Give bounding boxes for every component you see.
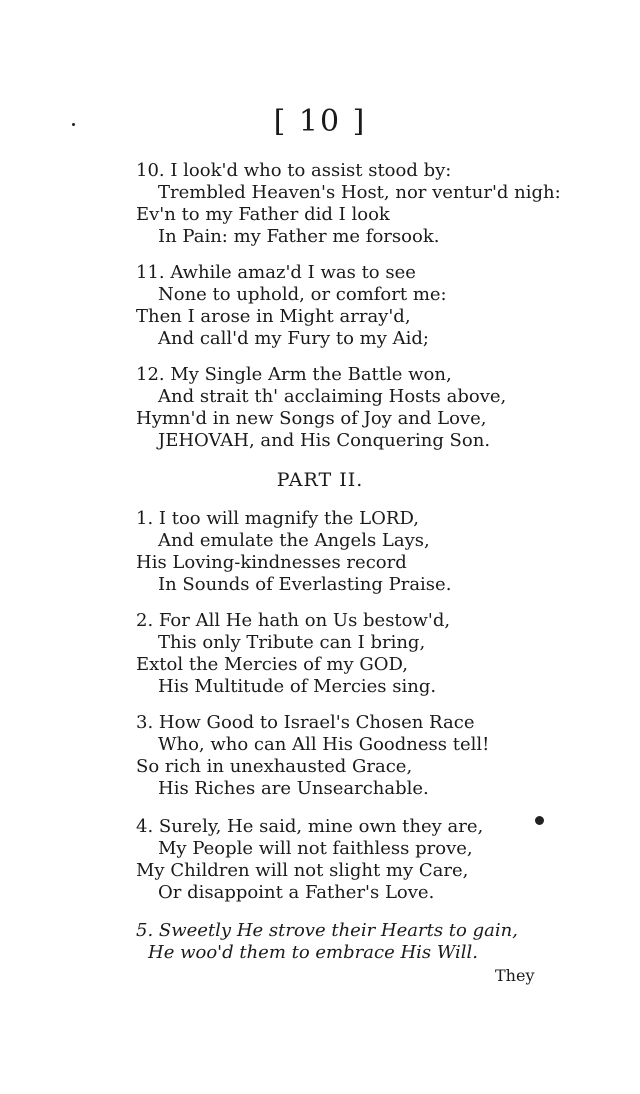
verse-line: 2. For All He hath on Us bestow'd, xyxy=(136,610,451,631)
verse-line: Who, who can All His Goodness tell! xyxy=(158,734,490,755)
verse-line: So rich in unexhausted Grace, xyxy=(136,756,413,777)
stanza-p2-1 xyxy=(136,508,606,596)
verse-line: Extol the Mercies of my GOD, xyxy=(136,654,409,675)
verse-line: And emulate the Angels Lays, xyxy=(158,530,430,551)
page-number: [ 10 ] xyxy=(273,104,367,139)
verse-line: Then I arose in Might array'd, xyxy=(136,306,411,327)
verse-line: None to uphold, or comfort me: xyxy=(158,284,447,305)
verse-line: In Pain: my Father me forsook. xyxy=(158,226,440,247)
verse-line: In Sounds of Everlasting Praise. xyxy=(158,574,452,595)
verse-line: His Riches are Unsearchable. xyxy=(158,778,429,799)
part-title: PART II. xyxy=(276,469,364,491)
verse-line: He woo'd them to embrace His Will. xyxy=(148,942,479,963)
ink-blot xyxy=(535,816,544,825)
ink-speck xyxy=(72,123,75,126)
stanza-10 xyxy=(136,160,606,248)
verse-line: 12. My Single Arm the Battle won, xyxy=(136,364,452,385)
stanza-p2-4 xyxy=(136,816,606,904)
verse-line: And strait th' acclaiming Hosts above, xyxy=(158,386,507,407)
verse-line: 1. I too will magnify the LORD, xyxy=(136,508,419,529)
stanza-12 xyxy=(136,364,606,452)
verse-line: My People will not faithless prove, xyxy=(158,838,473,859)
stanza-p2-3 xyxy=(136,712,606,800)
verse-line: 3. How Good to Israel's Chosen Race xyxy=(136,712,475,733)
verse-line: Or disappoint a Father's Love. xyxy=(158,882,435,903)
catchword: They xyxy=(495,966,535,985)
verse-line: And call'd my Fury to my Aid; xyxy=(158,328,429,349)
verse-line: 10. I look'd who to assist stood by: xyxy=(136,160,452,181)
stanza-p2-5 xyxy=(136,920,606,964)
verse-line: This only Tribute can I bring, xyxy=(158,632,426,653)
verse-line: Ev'n to my Father did I look xyxy=(136,204,390,225)
verse-line: Trembled Heaven's Host, nor ventur'd nigh: xyxy=(158,182,561,203)
verse-line: His Loving-kindnesses record xyxy=(136,552,407,573)
verse-line: My Children will not slight my Care, xyxy=(136,860,469,881)
stanza-p2-2 xyxy=(136,610,606,698)
verse-line: Hymn'd in new Songs of Joy and Love, xyxy=(136,408,487,429)
verse-line: His Multitude of Mercies sing. xyxy=(158,676,437,697)
verse-line: JEHOVAH, and His Conquering Son. xyxy=(158,430,491,451)
stanza-11 xyxy=(136,262,606,350)
verse-line: 4. Surely, He said, mine own they are, xyxy=(136,816,484,837)
verse-line: 5. Sweetly He strove their Hearts to gain, xyxy=(136,920,518,941)
verse-line: 11. Awhile amaz'd I was to see xyxy=(136,262,416,283)
